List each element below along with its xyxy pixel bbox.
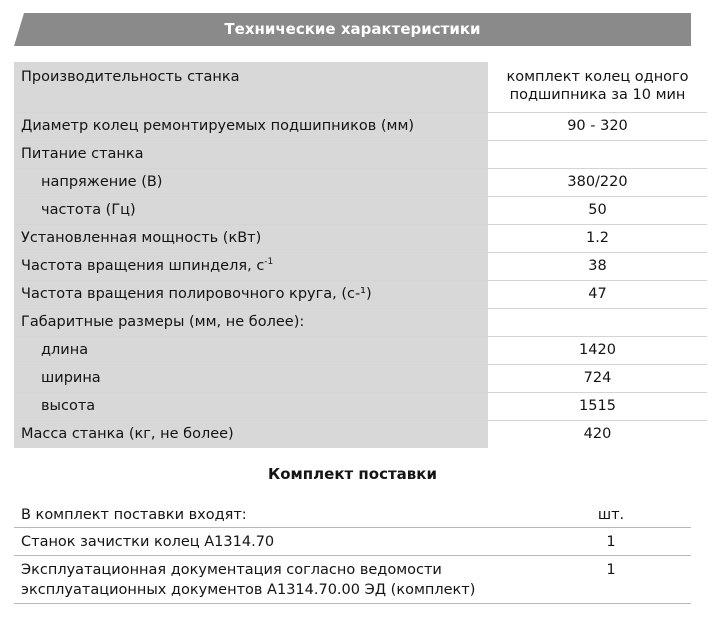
spec-label: длина bbox=[14, 336, 488, 364]
spec-label: Питание станка bbox=[14, 140, 488, 168]
spec-value bbox=[488, 140, 707, 168]
spec-label: ширина bbox=[14, 364, 488, 392]
spec-row bbox=[14, 336, 707, 364]
spec-row bbox=[14, 140, 707, 168]
delivery-item: Станок зачистки колец А1314.70 bbox=[21, 533, 275, 550]
delivery-header-qty: шт. bbox=[597, 507, 625, 523]
spec-row bbox=[14, 196, 707, 224]
spec-value: 1420 bbox=[488, 336, 707, 364]
spec-value: 90 - 320 bbox=[488, 112, 707, 140]
spec-label: напряжение (В) bbox=[14, 168, 488, 196]
spec-value: 724 bbox=[488, 364, 707, 392]
spec-value: 380/220 bbox=[488, 168, 707, 196]
spec-label: Частота вращения полировочного круга, (с-¹) bbox=[14, 280, 488, 308]
spec-row bbox=[14, 420, 707, 448]
spec-label: Частота вращения шпинделя, с bbox=[21, 258, 265, 274]
spec-label: Масса станка (кг, не более) bbox=[14, 420, 488, 448]
spec-label: частота (Гц) bbox=[14, 196, 488, 224]
delivery-row bbox=[14, 527, 691, 555]
spec-label-superscript: -1 bbox=[264, 257, 274, 268]
spec-label: Установленная мощность (кВт) bbox=[14, 224, 488, 252]
spec-value bbox=[488, 308, 707, 336]
spec-row bbox=[14, 308, 707, 336]
spec-row bbox=[14, 364, 707, 392]
spec-label: высота bbox=[14, 392, 488, 420]
delivery-title: Комплект поставки bbox=[267, 465, 437, 483]
spec-row bbox=[14, 168, 707, 196]
spec-value: 47 bbox=[488, 280, 707, 308]
specs-table bbox=[14, 62, 707, 448]
spec-row bbox=[14, 62, 707, 112]
specs-title: Технические характеристики bbox=[224, 20, 481, 38]
spec-label-cell bbox=[14, 252, 488, 280]
delivery-qty: 1 bbox=[606, 533, 616, 550]
delivery-header-row bbox=[14, 500, 691, 527]
spec-label: Габаритные размеры (мм, не более): bbox=[14, 308, 488, 336]
delivery-item: Эксплуатационная документация согласно ведомости эксплуатационных документов А1314.70.00 ЭД (комплект) bbox=[21, 561, 476, 598]
delivery-row bbox=[14, 555, 691, 603]
spec-label: Производительность станка bbox=[14, 62, 488, 112]
delivery-header-item: В комплект поставки входят: bbox=[21, 507, 247, 523]
spec-value: 420 bbox=[583, 426, 612, 443]
spec-value: 38 bbox=[488, 252, 707, 280]
spec-label: Диаметр колец ремонтируемых подшипников (мм) bbox=[14, 112, 488, 140]
spec-value: 1.2 bbox=[488, 224, 707, 252]
spec-value: комплект колец одного подшипника за 10 мин bbox=[488, 62, 707, 112]
spec-row bbox=[14, 280, 707, 308]
delivery-qty: 1 bbox=[606, 561, 616, 578]
delivery-table bbox=[14, 500, 691, 604]
spec-value: 1515 bbox=[488, 392, 707, 420]
spec-value: 50 bbox=[488, 196, 707, 224]
spec-row bbox=[14, 392, 707, 420]
spec-row bbox=[14, 252, 707, 280]
spec-row bbox=[14, 112, 707, 140]
spec-row bbox=[14, 224, 707, 252]
